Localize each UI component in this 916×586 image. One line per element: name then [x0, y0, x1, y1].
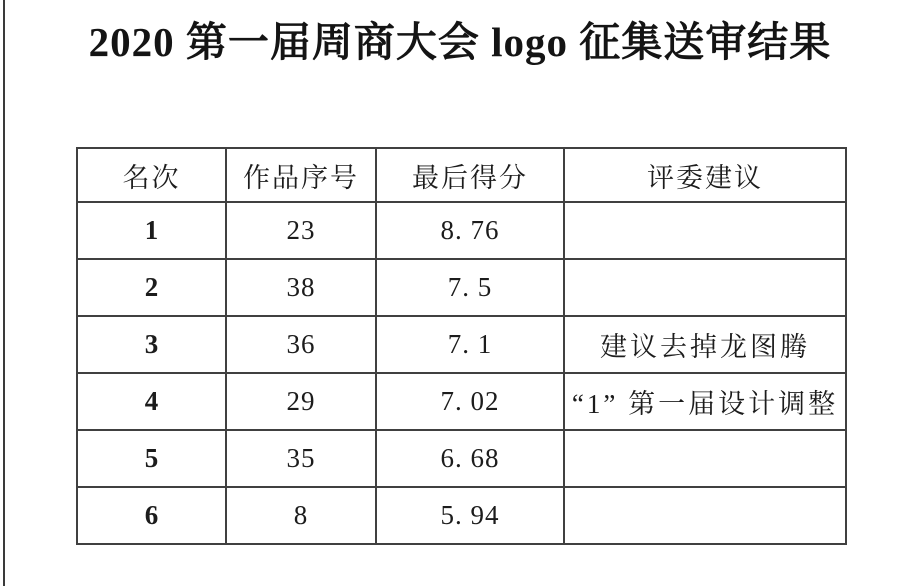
score-value: 7. 1 [376, 316, 564, 373]
suggestion-value [564, 430, 846, 487]
rank-value: 2 [77, 259, 226, 316]
rank-value: 5 [77, 430, 226, 487]
header-final-score: 最后得分 [376, 148, 564, 202]
table-row [77, 430, 846, 487]
header-rank: 名次 [77, 148, 226, 202]
header-entry-number: 作品序号 [226, 148, 376, 202]
score-value: 6. 68 [376, 430, 564, 487]
score-value: 7. 02 [376, 373, 564, 430]
table-row [77, 373, 846, 430]
table-header-row [77, 148, 846, 202]
table-row [77, 259, 846, 316]
page-title: 2020 第一届周商大会 logo 征集送审结果 [88, 19, 832, 65]
rank-value: 1 [77, 202, 226, 259]
suggestion-value [564, 202, 846, 259]
score-value: 7. 5 [376, 259, 564, 316]
suggestion-value [564, 259, 846, 316]
rank-value: 6 [77, 487, 226, 544]
table-row [77, 202, 846, 259]
rank-value: 4 [77, 373, 226, 430]
entry-number-value: 23 [226, 202, 376, 259]
rank-value: 3 [77, 316, 226, 373]
entry-number-value: 38 [226, 259, 376, 316]
score-value: 5. 94 [376, 487, 564, 544]
entry-number-value: 29 [226, 373, 376, 430]
entry-number-value: 8 [226, 487, 376, 544]
logo-results-table [76, 147, 847, 545]
entry-number-value: 36 [226, 316, 376, 373]
table-row [77, 487, 846, 544]
entry-number-value: 35 [226, 430, 376, 487]
header-judge-suggestion: 评委建议 [564, 148, 846, 202]
suggestion-value: “1” 第一届设计调整 [564, 373, 846, 430]
suggestion-value: 建议去掉龙图腾 [564, 316, 846, 373]
table-row [77, 316, 846, 373]
score-value: 8. 76 [376, 202, 564, 259]
suggestion-value [564, 487, 846, 544]
page-left-edge-line [3, 0, 5, 586]
